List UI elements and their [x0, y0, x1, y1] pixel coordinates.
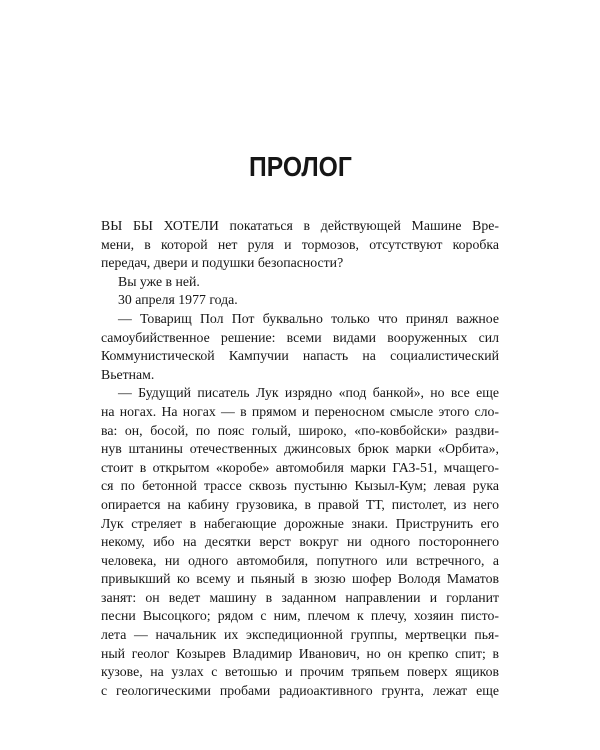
text-line: — Будущий писатель Лук изрядно «под банкой», но все еще [118, 385, 499, 401]
chapter-title [0, 150, 600, 184]
text-line: лета — начальник их экспедиционной группы, мертвецки пья- [101, 627, 499, 643]
text-line: мени, в которой нет руля и тормозов, отсутствуют коробка [101, 236, 499, 252]
text-line: Вы уже в ней. [118, 273, 200, 289]
text-line: самоубийственное решение: всеми видами вооруженных сил [101, 329, 499, 345]
text-line: Коммунистической Кампучии напасть на социалистический [101, 348, 499, 364]
text-line: передач, двери и подушки безопасности? [101, 255, 344, 271]
text-line: кузове, на узлах с ветошью и прочим тряпьем поверх ящиков [101, 664, 499, 680]
text-line: нув штанины отечественных джинсовых брюк марки «Орбита», [101, 441, 499, 457]
text-line: — Товарищ Пол Пот буквально только что принял важное [118, 310, 499, 326]
text-line: с геологическими пробами радиоактивного грунта, лежат еще [101, 682, 499, 698]
text-line: занят: он ведет машину в заданном направлении и горланит [101, 589, 499, 605]
text-line: ся по бетонной трассе сквозь пустыню Кызыл-Кум; левая рука [101, 478, 499, 494]
text-line: ВЫ БЫ ХОТЕЛИ покататься в действующей Машине Вре- [101, 218, 499, 233]
text-line: песни Высоцкого; рядом с ним, плечом к плечу, хозяин писто- [101, 608, 499, 624]
body-text [101, 217, 499, 700]
text-line: человека, ни одного автомобиля, попутного или встречного, а [101, 552, 499, 568]
text-line: 30 апреля 1977 года. [118, 292, 238, 308]
text-line: на ногах. На ногах — в прямом и переносном смысле этого сло- [101, 403, 499, 419]
text-line: некому, ибо на десятки верст вокруг ни одного постороннего [101, 534, 499, 550]
text-line: ва: он, босой, по пояс голый, широко, «по-ковбойски» раздви- [101, 422, 499, 438]
chapter-title-text: ПРОЛОГ [248, 151, 352, 182]
text-line: Лук стреляет в набегающие дорожные знаки. Приструнить его [101, 515, 499, 531]
text-line: Вьетнам. [101, 366, 155, 382]
text-line: опирается на кабину грузовика, в правой ТТ, пистолет, из него [101, 496, 499, 512]
text-line: привыкший ко всему и пьяный в зюзю шофер Володя Маматов [101, 571, 499, 587]
text-line: ный геолог Козырев Владимир Иванович, но он крепко спит; в [101, 645, 499, 661]
text-line: стоит в открытом «коробе» автомобиля марки ГАЗ-51, мчащего- [101, 459, 499, 475]
